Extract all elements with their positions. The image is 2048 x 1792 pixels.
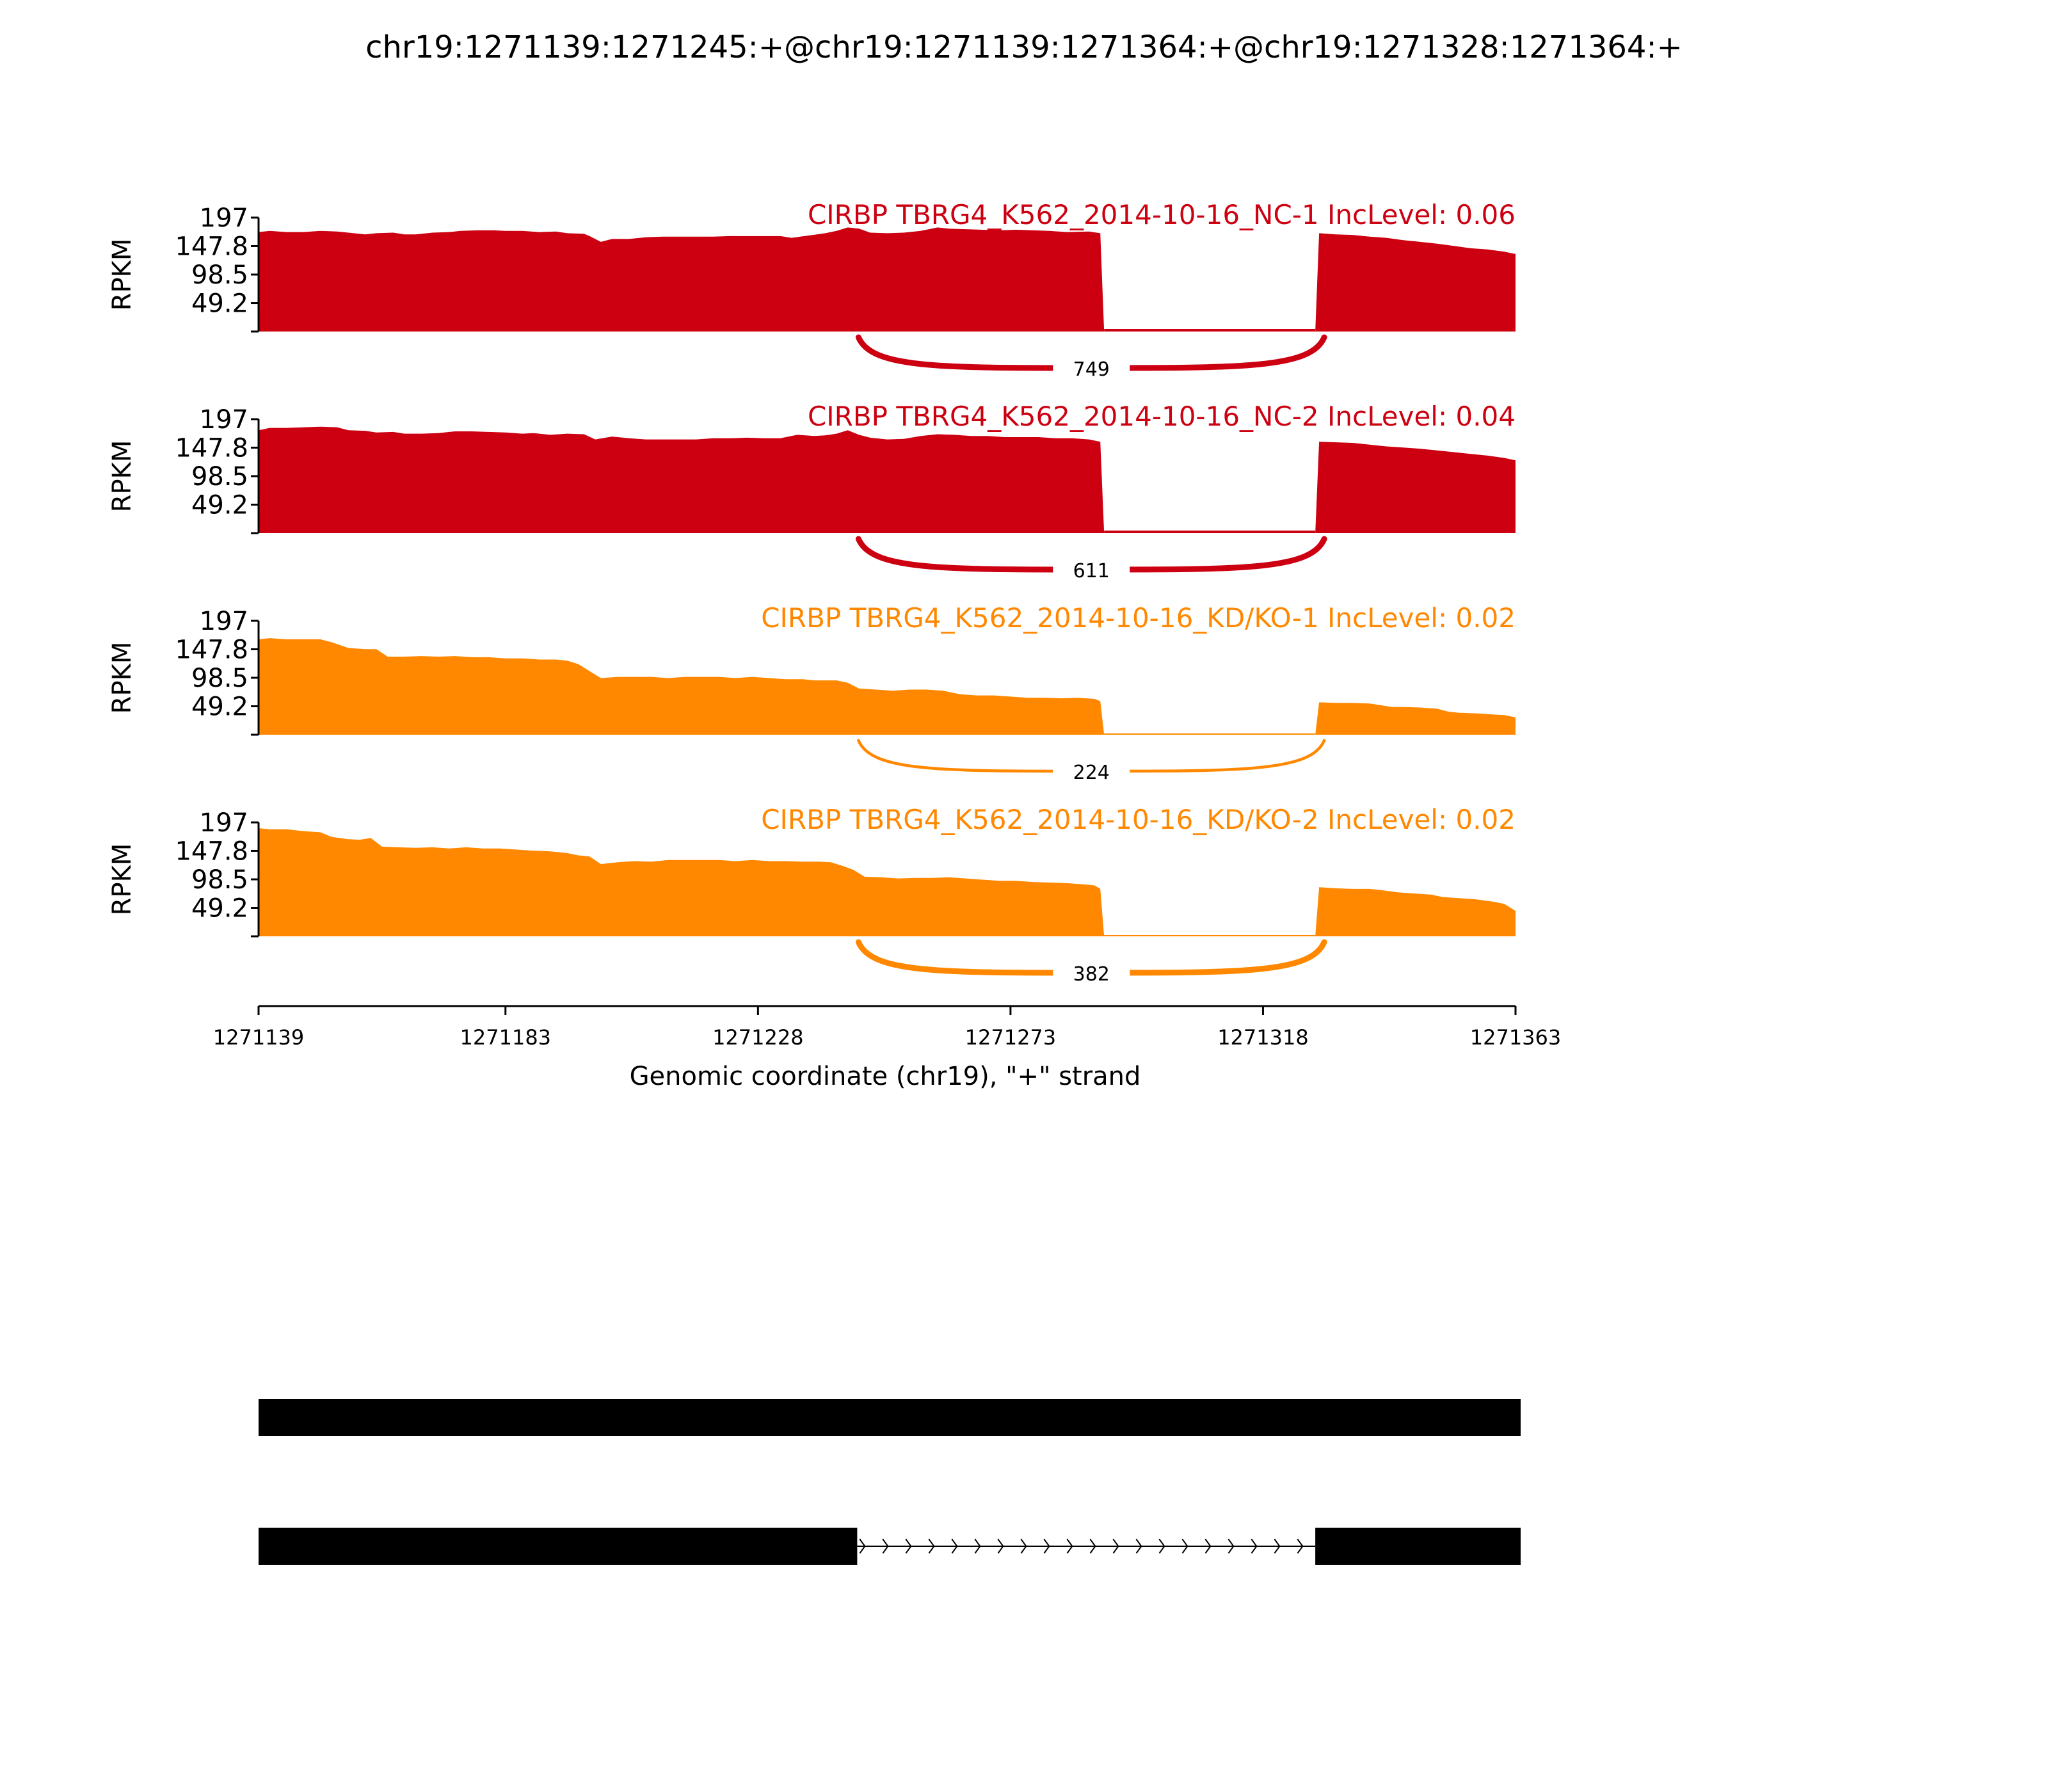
y-tick-label: 197 [199, 204, 248, 233]
y-tick-label: 49.2 [191, 893, 248, 924]
transcript-2 [259, 1528, 1521, 1565]
track-label: CIRBP TBRG4_K562_2014-10-16_NC-2 IncLevel: 0.04 [807, 401, 1516, 432]
gene-model [259, 1399, 1521, 1565]
x-tick-label: 1271139 [212, 1025, 305, 1050]
junction-count: 749 [1073, 358, 1110, 381]
coverage-area-left [259, 227, 1104, 332]
coverage-area-right [1315, 233, 1516, 332]
track-label: CIRBP TBRG4_K562_2014-10-16_NC-1 IncLevel: 0.06 [807, 199, 1516, 230]
exon-block [259, 1399, 1521, 1436]
track-panel-4 [108, 804, 1516, 988]
coverage-area-left [259, 828, 1104, 936]
x-tick-label: 1271318 [1217, 1025, 1309, 1050]
y-tick-label: 98.5 [191, 260, 248, 290]
junction-count: 611 [1073, 560, 1110, 582]
y-tick-label: 147.8 [175, 836, 248, 867]
x-tick-label: 1271363 [1469, 1025, 1562, 1050]
y-tick-label: 49.2 [191, 692, 248, 722]
coverage-area-intron [1104, 733, 1315, 735]
track-panel-2 [108, 401, 1516, 585]
y-tick-label: 147.8 [175, 635, 248, 665]
coverage-area-intron [1104, 329, 1315, 332]
y-tick-label: 197 [199, 607, 248, 636]
coverage-area-right [1315, 702, 1516, 735]
y-axis-label: RPKM [108, 238, 137, 311]
y-axis-label: RPKM [108, 641, 137, 714]
track-label: CIRBP TBRG4_K562_2014-10-16_KD/KO-1 IncLevel: 0.02 [761, 602, 1516, 634]
y-tick-label: 147.8 [175, 232, 248, 262]
y-tick-label: 98.5 [191, 865, 248, 895]
y-tick-label: 147.8 [175, 433, 248, 463]
track-label: CIRBP TBRG4_K562_2014-10-16_KD/KO-2 IncLevel: 0.02 [761, 804, 1516, 835]
exon-block [1315, 1528, 1521, 1565]
track-panel-1 [108, 199, 1516, 383]
junction-count: 382 [1073, 963, 1110, 986]
x-tick-label: 1271228 [712, 1025, 804, 1050]
coverage-area-intron [1104, 935, 1315, 936]
coverage-area-left [259, 638, 1104, 735]
x-tick-label: 1271273 [964, 1025, 1057, 1050]
y-tick-label: 197 [199, 405, 248, 435]
y-axis-label: RPKM [108, 440, 137, 513]
y-tick-label: 49.2 [191, 289, 248, 319]
junction-count: 224 [1073, 762, 1110, 784]
x-axis-label: Genomic coordinate (chr19), "+" strand [629, 1062, 1141, 1091]
x-tick-label: 1271183 [460, 1025, 552, 1050]
transcript-1 [259, 1399, 1521, 1436]
y-tick-label: 49.2 [191, 490, 248, 520]
track-panel-3 [108, 602, 1516, 787]
chart-title: chr19:1271139:1271245:+@chr19:1271139:1271364:+@chr19:1271328:1271364:+ [365, 29, 1683, 65]
y-axis-label: RPKM [108, 843, 137, 916]
exon-block [259, 1528, 857, 1565]
tracks-layer [108, 199, 1516, 988]
coverage-area-right [1315, 442, 1516, 533]
coverage-area-left [259, 427, 1104, 533]
x-axis [213, 1006, 1562, 1050]
y-tick-label: 98.5 [191, 462, 248, 492]
coverage-area-right [1315, 887, 1516, 936]
coverage-area-intron [1104, 531, 1315, 533]
y-tick-label: 197 [199, 808, 248, 838]
y-tick-label: 98.5 [191, 664, 248, 693]
